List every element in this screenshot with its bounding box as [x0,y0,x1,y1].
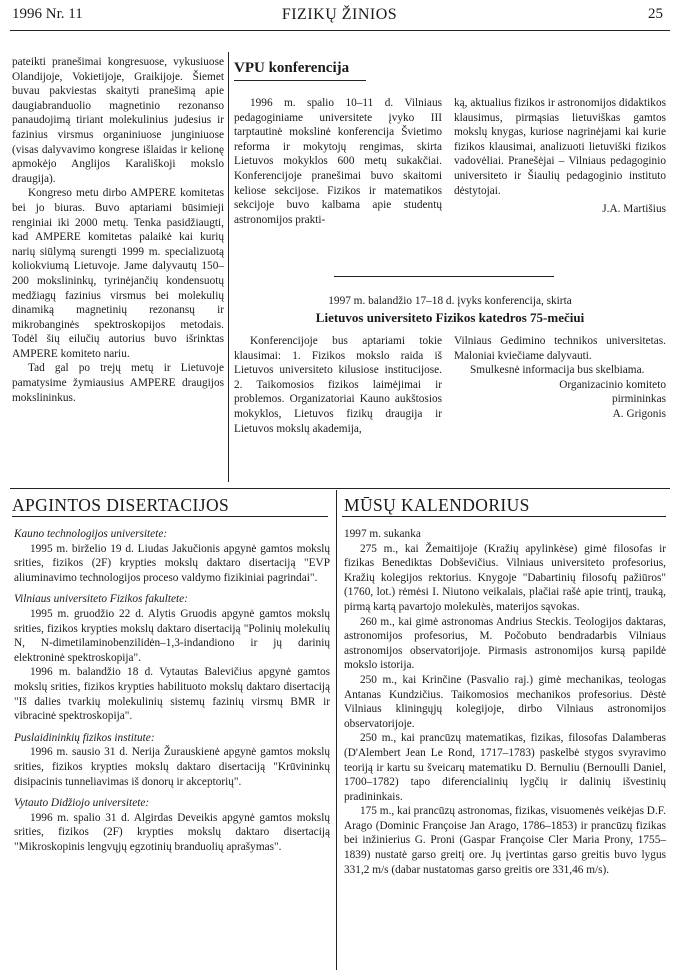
lu-left-text: Konferencijoje bus aptariami tokie klausimai: 1. Fizikos mokslo raida iš Lietuvos universiteto kilusiose institucijose. 2. Taikomosios fizikos laimėjimai ir problemos. Organizatoriai Kauno aukštosios mokyklos, Lietuvos fizikų draugija ir Lietuvos mokslų akademija, [234,335,442,435]
dissertation-institution-3: Puslaidininkių fizikos institute: [14,731,155,744]
vpu-left-column [234,96,442,227]
dissertation-entry-3: 1996 m. balandžio 18 d. Vytautas Balevičius apgynė gamtos mokslų srities, fizikos krypties habilituoto mokslų daktaro disertaciją "Iš dalies tvarkių molekulinių sistemų fazinių virsmų BMR ir vibracinė spektroskopija". [14,666,330,723]
calendar-intro: 1997 m. sukanka [344,528,421,540]
calendar-title-rule [342,516,666,517]
calendar-item-4: 250 m., kai prancūzų matematikas, fizikas, filosofas Dalamberas (D'Alembert Jean Le Rond, 1717–1783) paskelbė stygos svyravimo teoriją ir kartu su šveicarų matematiku D. Bernuliu (Bernoulli Daniel, 1700–1782) tapo diferencialinių lygčių ir dalinių išvestinių pradininkais. [344,732,666,803]
lu-signature-line-1: Organizacinio komiteto [559,378,666,391]
header-issue: 1996 Nr. 11 [12,6,83,22]
lu-right-column [454,334,666,422]
dissertation-entry-2: 1995 m. gruodžio 22 d. Alytis Gruodis apgynė gamtos mokslų srities, fizikos krypties mokslų daktaro disertaciją "Polinių molekulių N, N-dimetilaminobenzilidėn–1,3-indandiono ir jų darinių elektroninė spektroskopija". [14,607,330,664]
lu-signature-line-3: A. Grigonis [612,407,666,420]
dissertation-institution-2: Vilniaus universiteto Fizikos fakultete: [14,593,188,606]
header-page-number: 25 [648,6,663,22]
calendar-item-5: 175 m., kai prancūzų astronomas, fizikas, visuomenės veikėjas D.F. Arago (Dominic Françoise Jan Arago, 1786–1853) ir prancūzų fizikas bei inžinierius G. Proni (Gaspar Françoise Cler Maria Prony, 1755–1839) nustatė garso greitį ore. Jų įvertintas garso greitis buvo lygus 331,2 m/s (dabar nustatomas garso greitis ore 331,46 m/s). [344,805,666,876]
calendar-item-1: 275 m., kai Žemaitijoje (Kražių apylinkėse) gimė filosofas ir fizikas Benediktas Dobševičius. Vilniaus universiteto profesorius, Kražių kolegijos rektorius. Knygoje "Dabartinių filosofų pažiūros" (1760, lot.) rėmėsi I. Niutono veikalais, plačiai rašė apie trintį, trauką, pirmą kartą pavartojo molekulės, materijos sąvokas. [344,542,666,613]
lu-intro: 1997 m. balandžio 17–18 d. įvyks konferencija, skirta [328,295,572,307]
dissertation-entry-5: 1996 m. spalio 31 d. Algirdas Deveikis apgynė gamtos mokslų srities, fizikos (2F) krypties mokslų daktaro disertaciją "Mikroskopinis lengvųjų egzotinių branduolių aprašymas". [14,811,330,853]
vpu-right-text: ką, aktualius fizikos ir astronomijos didaktikos klausimus, pirmąsias lietuviškas gamtos mokslų knygas, kuriose nagrinėjami kai kurie fizikos klausimai, analizuoti lietuviški fizikos vadovėliai. Pranešėjai – Vilniaus pedagoginio universiteto ir Šiaulių pedagoginio instituto dėstytojai. [454,97,666,197]
header-rule [10,30,670,31]
calendar-column [344,527,666,877]
left-top-paragraph-1: pateikti pranešimai kongresuose, vykusiuose Olandijoje, Vokietijoje, Graikijoje. Šiemet buvau pakviestas skaityti pranešimą apie daugiabranduolio magnetinio rezonanso panaudojimą tiriant molekulinius judesius ir fazinius virsmus organiniuose junginiuose (visas dalyvavimo kongrese išlaidas ir kelionę apmokėjo Anglijos Karališkoji mokslo draugija). [12,56,224,185]
mid-rule [10,488,670,489]
dissertations-column [14,527,330,854]
left-top-paragraph-2: Kongreso metu dirbo AMPERE komitetas bei jo biuras. Buvo aptariami būsimieji renginiai iki 2000 metų. Tenka pasidžiaugti, kad AMPERE komitetas palaikė kai kurių narių siūlymą surengti 1999 m. specializuotą koliokviumą Lietuvoje. Jame dalyvautų 150–200 mokslininkų, tyrinėjančių kondensuotų medžiagų fazinius virsmus bei molekulių dinamiką magnetinių rezonansų ir mikrobanginės spektroskopijos metodais. Todėl šių eilučių autorius buvo išrinktas AMPERE komiteto nariu. [12,187,224,360]
calendar-title: MŪSŲ KALENDORIUS [344,495,530,515]
vpu-signature: J.A. Martišius [602,203,666,216]
calendar-item-3: 250 m., kai Krinčine (Pasvalio raj.) gimė mechanikas, teologas Antanas Kundzičius. Taikomosios mechanikos profesorius. Dėstė Vilniaus kliningųjų kolegijoje, dirbo Vilniaus astronomijos observatorijoje. [344,673,666,730]
vpu-conference-title: VPU konferencija [234,60,350,76]
vpu-left-text: 1996 m. spalio 10–11 d. Vilniaus pedagoginiame universitete įvyko III tarptautinė mokslinė konferencija Švietimo reforma ir mokytojų rengimas, skirta Lietuvos mokyklos 600 metų sukakčiai. Konferencijoje pranešimai buvo skaitomi keliose sekcijose. Fizikos ir matematikos sekcijoje buvo kalbama apie studentų astronomijos prakti- [234,97,442,226]
lu-signature-line-2: pirmininkas [612,393,666,406]
dissertation-entry-4: 1996 m. sausio 31 d. Nerija Žurauskienė apgynė gamtos mokslų srities, fizikos krypties mokslų daktaro disertaciją "Krūvininkų disipacinis tunneliavimas iš donorų ir akceptorių". [14,746,330,788]
bottom-vertical-rule [336,490,337,970]
left-top-column [12,55,224,405]
calendar-item-2: 260 m., kai gimė astronomas Andrius Steckis. Teologijos daktaras, astronomijos profesorius, M. Počobuto bendradarbis Vilniaus astronomijos observatorijoje. Pirmasis astronomijos kursą papildė mokslo istorija. [344,615,666,672]
dissertation-entry-1: 1995 m. birželio 19 d. Liudas Jakučionis apgynė gamtos mokslų srities, fizikos (2F) krypties mokslų daktaro disertaciją "EVP aliuminavimo technologijos proceso valdymo fizikiniai pagrindai". [14,542,330,584]
lu-left-column [234,334,442,436]
vpu-right-column [454,96,666,217]
vpu-title-rule [234,80,366,81]
dissertations-title-rule [12,516,328,517]
header-journal-title: FIZIKŲ ŽINIOS [281,6,398,23]
dissertations-title: APGINTOS DISERTACIJOS [12,495,230,515]
top-vertical-rule [228,52,229,482]
lu-right-text-2: Smulkesnė informacija bus skelbiama. [470,364,645,377]
lu-conference-block [234,294,666,326]
dissertation-institution-4: Vytauto Didžiojo universitete: [14,797,150,810]
lu-right-text-1: Vilniaus Gedimino technikos universitetas. Maloniai kviečiame dalyvauti. [454,335,666,362]
left-top-paragraph-3: Tad gal po trejų metų ir Lietuvoje pamatysime žymiausius AMPERE draugijos mokslininkus. [12,362,224,404]
dissertation-institution-1: Kauno technologijos universitete: [14,528,168,540]
section-divider-short [334,276,554,277]
lu-title: Lietuvos universiteto Fizikos katedros 75-mečiui [315,309,585,325]
